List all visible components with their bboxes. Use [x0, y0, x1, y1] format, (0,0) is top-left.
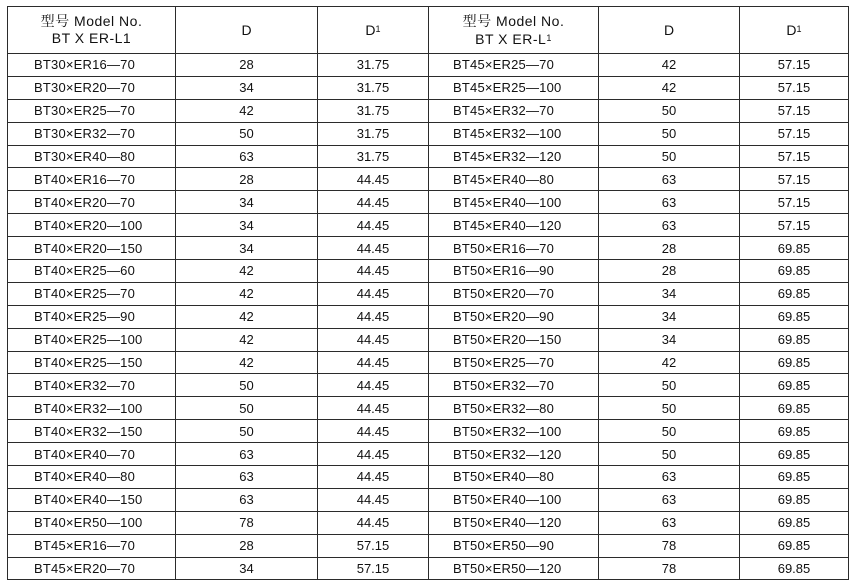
- cell-d-left: 42: [176, 351, 318, 374]
- cell-d-right: 50: [599, 397, 740, 420]
- cell-d1-right: 69.85: [740, 511, 849, 534]
- cell-d-right: 50: [599, 99, 740, 122]
- cell-model-right: BT50×ER32—120: [429, 443, 599, 466]
- cell-d1-left: 57.15: [318, 557, 429, 580]
- cell-d1-right: 57.15: [740, 145, 849, 168]
- cell-model-right: BT50×ER50—90: [429, 534, 599, 557]
- cell-d-right: 50: [599, 443, 740, 466]
- table-row: [8, 168, 849, 191]
- cell-model-left: BT40×ER25—150: [8, 351, 176, 374]
- table-row: [8, 260, 849, 283]
- cell-model-right: BT50×ER40—120: [429, 511, 599, 534]
- cell-model-left: BT30×ER20—70: [8, 76, 176, 99]
- table-row: [8, 466, 849, 489]
- cell-model-left: BT40×ER50—100: [8, 511, 176, 534]
- cell-d1-right: 57.15: [740, 99, 849, 122]
- cell-d1-left: 44.45: [318, 351, 429, 374]
- cell-model-left: BT40×ER25—90: [8, 305, 176, 328]
- cell-d-left: 50: [176, 420, 318, 443]
- table-header: [8, 7, 849, 54]
- cell-model-left: BT45×ER20—70: [8, 557, 176, 580]
- cell-model-left: BT30×ER16—70: [8, 54, 176, 77]
- table-row: [8, 122, 849, 145]
- cell-d-right: 63: [599, 511, 740, 534]
- cell-d1-left: 31.75: [318, 76, 429, 99]
- cell-model-right: BT50×ER32—70: [429, 374, 599, 397]
- cell-d-left: 63: [176, 488, 318, 511]
- table-row: [8, 420, 849, 443]
- cell-d-right: 42: [599, 54, 740, 77]
- cell-d-left: 42: [176, 282, 318, 305]
- header-d1-left-main: D: [365, 22, 376, 38]
- spec-table: [7, 6, 849, 580]
- header-row: [8, 7, 849, 54]
- table-row: [8, 557, 849, 580]
- cell-model-left: BT40×ER32—100: [8, 397, 176, 420]
- cell-d1-right: 69.85: [740, 374, 849, 397]
- cell-d1-right: 69.85: [740, 557, 849, 580]
- cell-model-right: BT50×ER16—90: [429, 260, 599, 283]
- cell-d1-left: 44.45: [318, 191, 429, 214]
- cell-model-left: BT40×ER16—70: [8, 168, 176, 191]
- cell-model-right: BT50×ER40—100: [429, 488, 599, 511]
- cell-model-left: BT40×ER40—150: [8, 488, 176, 511]
- cell-model-right: BT50×ER32—100: [429, 420, 599, 443]
- cell-d-right: 50: [599, 374, 740, 397]
- cell-model-left: BT40×ER25—100: [8, 328, 176, 351]
- cell-model-right: BT50×ER40—80: [429, 466, 599, 489]
- cell-d-left: 28: [176, 168, 318, 191]
- cell-d1-right: 69.85: [740, 466, 849, 489]
- cell-model-right: BT45×ER25—70: [429, 54, 599, 77]
- table-row: [8, 305, 849, 328]
- table-row: [8, 282, 849, 305]
- cell-d1-right: 69.85: [740, 237, 849, 260]
- cell-d1-right: 57.15: [740, 54, 849, 77]
- cell-d-right: 63: [599, 214, 740, 237]
- table-row: [8, 488, 849, 511]
- cell-d-right: 50: [599, 122, 740, 145]
- cell-d1-left: 44.45: [318, 214, 429, 237]
- cell-model-right: BT45×ER40—80: [429, 168, 599, 191]
- cell-d1-left: 44.45: [318, 466, 429, 489]
- table-body: [8, 54, 849, 580]
- cell-d-left: 42: [176, 305, 318, 328]
- cell-d1-right: 57.15: [740, 168, 849, 191]
- cell-model-right: BT50×ER50—120: [429, 557, 599, 580]
- cell-d-right: 42: [599, 351, 740, 374]
- cell-d1-right: 57.15: [740, 122, 849, 145]
- cell-d1-left: 44.45: [318, 282, 429, 305]
- cell-d-left: 50: [176, 374, 318, 397]
- cell-d-left: 42: [176, 328, 318, 351]
- cell-d-left: 50: [176, 397, 318, 420]
- cell-d-left: 50: [176, 122, 318, 145]
- table-row: [8, 328, 849, 351]
- cell-d-right: 78: [599, 534, 740, 557]
- cell-d1-left: 44.45: [318, 305, 429, 328]
- cell-model-left: BT40×ER20—150: [8, 237, 176, 260]
- cell-d-left: 63: [176, 466, 318, 489]
- cell-model-left: BT30×ER25—70: [8, 99, 176, 122]
- table-row: [8, 351, 849, 374]
- cell-d-right: 34: [599, 328, 740, 351]
- header-d-right: D: [599, 7, 740, 54]
- cell-d1-right: 69.85: [740, 328, 849, 351]
- cell-d-left: 28: [176, 54, 318, 77]
- cell-model-left: BT45×ER16—70: [8, 534, 176, 557]
- cell-d1-left: 44.45: [318, 488, 429, 511]
- cell-d-right: 28: [599, 237, 740, 260]
- header-d1-right-sub: 1: [796, 24, 802, 34]
- cell-d1-right: 69.85: [740, 282, 849, 305]
- cell-d1-left: 44.45: [318, 511, 429, 534]
- table-row: [8, 214, 849, 237]
- cell-d1-left: 44.45: [318, 420, 429, 443]
- cell-d1-right: 69.85: [740, 397, 849, 420]
- cell-d1-left: 44.45: [318, 443, 429, 466]
- cell-d-right: 50: [599, 145, 740, 168]
- cell-d-left: 42: [176, 260, 318, 283]
- cell-model-left: BT40×ER20—70: [8, 191, 176, 214]
- cell-d-right: 34: [599, 282, 740, 305]
- cell-d-right: 63: [599, 168, 740, 191]
- cell-d1-right: 69.85: [740, 534, 849, 557]
- cell-d1-left: 44.45: [318, 328, 429, 351]
- cell-model-right: BT50×ER32—80: [429, 397, 599, 420]
- header-model-left: [8, 7, 176, 54]
- table-row: [8, 397, 849, 420]
- header-model-right-line2: [429, 30, 598, 48]
- cell-d-right: 50: [599, 420, 740, 443]
- cell-model-left: BT40×ER25—60: [8, 260, 176, 283]
- header-model-right-line1: 型号 Model No.: [462, 12, 565, 29]
- cell-d1-left: 44.45: [318, 168, 429, 191]
- cell-model-right: BT50×ER25—70: [429, 351, 599, 374]
- cell-d1-right: 69.85: [740, 488, 849, 511]
- table-row: [8, 237, 849, 260]
- cell-d-right: 28: [599, 260, 740, 283]
- header-model-left-line2: BT X ER-L1: [51, 30, 132, 46]
- cell-model-left: BT30×ER40—80: [8, 145, 176, 168]
- cell-d1-right: 57.15: [740, 214, 849, 237]
- header-d-left: D: [176, 7, 318, 54]
- cell-model-right: BT45×ER32—70: [429, 99, 599, 122]
- cell-d-left: 34: [176, 76, 318, 99]
- cell-model-left: BT40×ER40—80: [8, 466, 176, 489]
- table-row: [8, 145, 849, 168]
- cell-model-right: BT50×ER20—70: [429, 282, 599, 305]
- header-d1-right: [740, 7, 849, 54]
- cell-d1-left: 44.45: [318, 237, 429, 260]
- cell-model-left: BT30×ER32—70: [8, 122, 176, 145]
- cell-d1-right: 69.85: [740, 443, 849, 466]
- cell-d1-right: 69.85: [740, 351, 849, 374]
- header-model-right-line2-sub: 1: [546, 32, 552, 43]
- cell-d1-left: 44.45: [318, 374, 429, 397]
- cell-d1-left: 31.75: [318, 145, 429, 168]
- header-model-left-line1: 型号 Model No.: [40, 13, 143, 29]
- cell-model-left: BT40×ER25—70: [8, 282, 176, 305]
- cell-d1-left: 31.75: [318, 99, 429, 122]
- table-row: [8, 443, 849, 466]
- cell-d1-right: 57.15: [740, 76, 849, 99]
- cell-d-left: 63: [176, 145, 318, 168]
- cell-d1-left: 31.75: [318, 122, 429, 145]
- table-row: [8, 99, 849, 122]
- table-row: [8, 191, 849, 214]
- cell-d-left: 78: [176, 511, 318, 534]
- header-model-right-line2-main: BT X ER-L: [475, 30, 547, 47]
- cell-model-right: BT45×ER40—120: [429, 214, 599, 237]
- cell-d-right: 63: [599, 488, 740, 511]
- header-d1-left: [318, 7, 429, 54]
- cell-d-right: 63: [599, 466, 740, 489]
- cell-d1-right: 57.15: [740, 191, 849, 214]
- cell-d-left: 34: [176, 191, 318, 214]
- table-row: [8, 374, 849, 397]
- header-d1-right-main: D: [786, 22, 797, 38]
- cell-model-right: BT50×ER20—90: [429, 305, 599, 328]
- table-row: [8, 534, 849, 557]
- cell-model-right: BT50×ER16—70: [429, 237, 599, 260]
- cell-model-right: BT45×ER40—100: [429, 191, 599, 214]
- cell-model-right: BT45×ER32—100: [429, 122, 599, 145]
- table-row: [8, 54, 849, 77]
- cell-d1-right: 69.85: [740, 305, 849, 328]
- cell-d-left: 42: [176, 99, 318, 122]
- cell-model-left: BT40×ER20—100: [8, 214, 176, 237]
- cell-model-right: BT45×ER32—120: [429, 145, 599, 168]
- cell-d-left: 63: [176, 443, 318, 466]
- header-d1-left-sub: 1: [375, 24, 381, 34]
- cell-d1-left: 31.75: [318, 54, 429, 77]
- cell-model-left: BT40×ER32—150: [8, 420, 176, 443]
- cell-model-right: BT45×ER25—100: [429, 76, 599, 99]
- cell-d-left: 34: [176, 214, 318, 237]
- cell-model-left: BT40×ER32—70: [8, 374, 176, 397]
- cell-d1-right: 69.85: [740, 260, 849, 283]
- cell-d-left: 34: [176, 557, 318, 580]
- cell-d-right: 42: [599, 76, 740, 99]
- cell-d-right: 34: [599, 305, 740, 328]
- cell-d-right: 63: [599, 191, 740, 214]
- table-row: [8, 76, 849, 99]
- table-row: [8, 511, 849, 534]
- header-model-right: [429, 7, 599, 54]
- cell-model-left: BT40×ER40—70: [8, 443, 176, 466]
- cell-d1-left: 44.45: [318, 397, 429, 420]
- cell-d1-left: 57.15: [318, 534, 429, 557]
- cell-d1-right: 69.85: [740, 420, 849, 443]
- cell-d-left: 34: [176, 237, 318, 260]
- cell-d-left: 28: [176, 534, 318, 557]
- cell-d-right: 78: [599, 557, 740, 580]
- cell-model-right: BT50×ER20—150: [429, 328, 599, 351]
- cell-d1-left: 44.45: [318, 260, 429, 283]
